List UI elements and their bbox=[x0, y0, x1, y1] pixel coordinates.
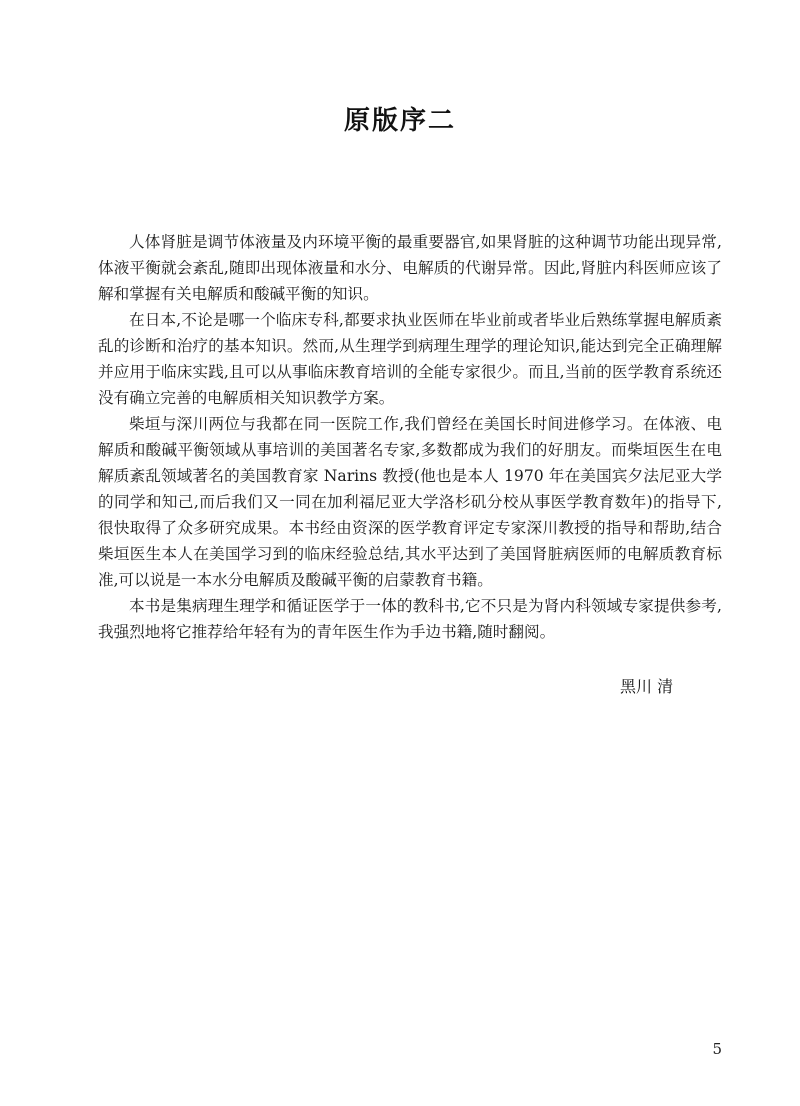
page-title: 原版序二 bbox=[343, 106, 456, 136]
paragraph-1: 人体肾脏是调节体液量及内环境平衡的最重要器官,如果肾脏的这种调节功能出现异常,体液平衡就会紊乱,随即出现体液量和水分、电解质的代谢异常。因此,肾脏内科医师应该了解和掌握有关电解质和酸碱平衡的知识。 bbox=[98, 233, 722, 303]
preface-body bbox=[98, 229, 722, 645]
paragraph-3: 柴垣与深川两位与我都在同一医院工作,我们曾经在美国长时间进修学习。在体液、电解质和酸碱平衡领域从事培训的美国著名专家,多数都成为我们的好朋友。而柴垣医生在电解质紊乱领域著名的美国教育家 Narins 教授(他也是本人 1970 年在美国宾夕法尼亚大学的同学和知己,而后我们又一同在加利福尼亚大学洛杉矶分校从事医学教育数年)的指导下,很快取得了众多研究成果。本书经由资深的医学教育评定专家深川教授的指导和帮助,结合柴垣医生本人在美国学习到的临床经验总结,其水平达到了美国肾脏病医师的电解质教育标准,可以说是一本水分电解质及酸碱平衡的启蒙教育书籍。 bbox=[98, 415, 722, 589]
author-signature: 黑川 清 bbox=[620, 677, 674, 696]
paragraph-4: 本书是集病理生理学和循证医学于一体的教科书,它不只是为肾内科领域专家提供参考,我强烈地将它推荐给年轻有为的青年医生作为手边书籍,随时翻阅。 bbox=[98, 597, 722, 641]
paragraph-2: 在日本,不论是哪一个临床专科,都要求执业医师在毕业前或者毕业后熟练掌握电解质紊乱的诊断和治疗的基本知识。然而,从生理学到病理生理学的理论知识,能达到完全正确理解并应用于临床实践,且可以从事临床教育培训的全能专家很少。而且,当前的医学教育系统还没有确立完善的电解质相关知识教学方案。 bbox=[98, 311, 722, 407]
page-number: 5 bbox=[712, 1040, 722, 1058]
